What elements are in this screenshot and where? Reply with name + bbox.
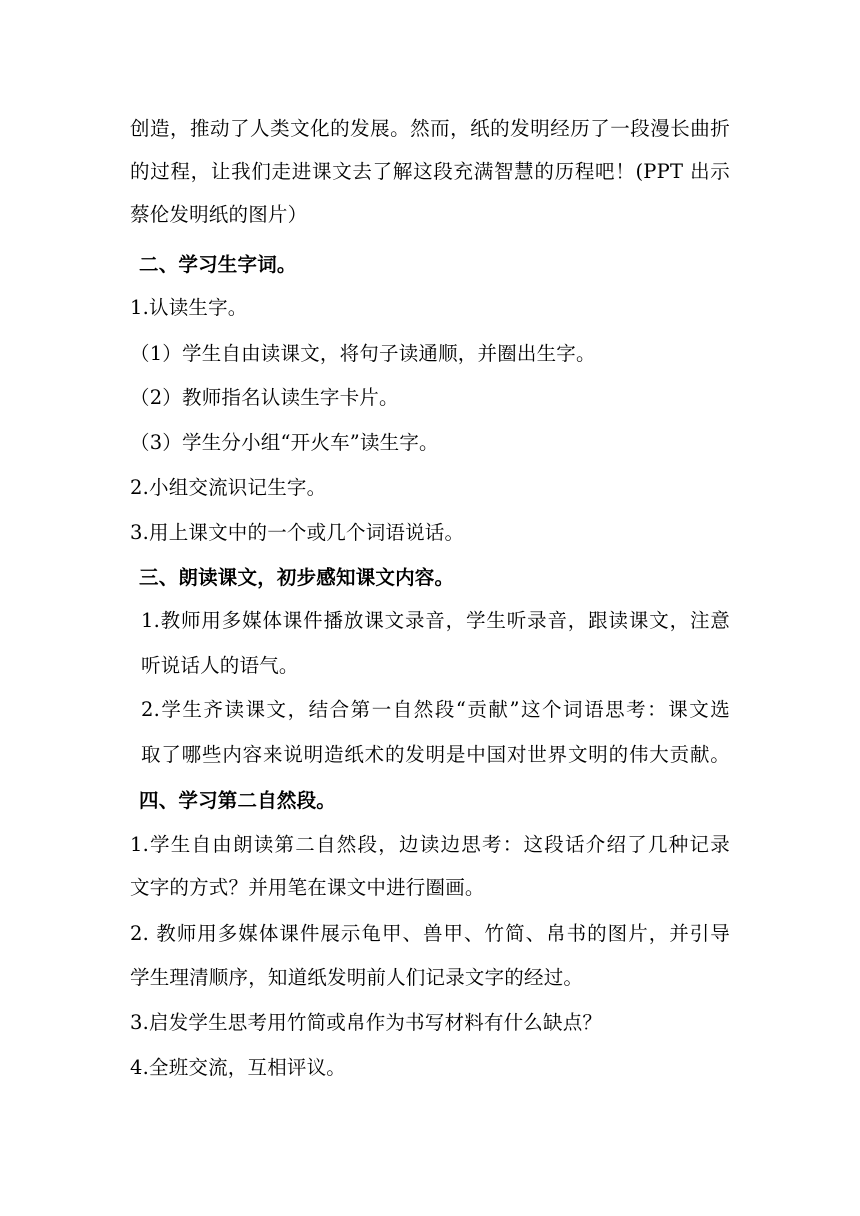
list-item: （1）学生自由读课文，将句子读通顺，并圈出生字。 bbox=[130, 342, 596, 365]
list-item: 学生理清顺序，知道纸发明前人们记录文字的经过。 bbox=[130, 966, 584, 989]
section-heading: 二、学习生字词。 bbox=[139, 253, 297, 276]
list-item: 2.学生齐读课文，结合第一自然段“贡献”这个词语思考：课文选 bbox=[141, 698, 730, 721]
list-item: 取了哪些内容来说明造纸术的发明是中国对世界文明的伟大贡献。 bbox=[141, 743, 730, 766]
list-item: 1.教师用多媒体课件播放课文录音，学生听录音，跟读课文，注意 bbox=[141, 609, 730, 632]
list-item: 1.认读生字。 bbox=[130, 296, 248, 319]
list-item: 文字的方式？并用笔在课文中进行圈画。 bbox=[130, 876, 485, 899]
list-item: 3.启发学生思考用竹简或帛作为书写材料有什么缺点？ bbox=[130, 1011, 603, 1034]
list-item: 2. 教师用多媒体课件展示龟甲、兽甲、竹简、帛书的图片，并引导 bbox=[130, 922, 730, 945]
list-item: （2）教师指名认读生字卡片。 bbox=[130, 386, 399, 409]
section-heading: 四、学习第二自然段。 bbox=[139, 789, 337, 812]
section-heading: 三、朗读课文，初步感知课文内容。 bbox=[139, 566, 455, 589]
list-item: 1.学生自由朗读第二自然段，边读边思考：这段话介绍了几种记录 bbox=[130, 833, 730, 856]
list-item: 2.小组交流识记生字。 bbox=[130, 476, 327, 499]
list-item: （3）学生分小组“开火车”读生字。 bbox=[130, 431, 439, 454]
list-item: 3.用上课文中的一个或几个词语说话。 bbox=[130, 521, 465, 544]
list-item: 4.全班交流，互相评议。 bbox=[130, 1056, 347, 1079]
list-item: 听说话人的语气。 bbox=[141, 654, 299, 677]
paragraph-line: 蔡伦发明纸的图片） bbox=[130, 203, 308, 226]
paragraph-line: 的过程，让我们走进课文去了解这段充满智慧的历程吧！(PPT 出示 bbox=[130, 160, 730, 183]
paragraph-line: 创造，推动了人类文化的发展。然而，纸的发明经历了一段漫长曲折 bbox=[130, 117, 730, 140]
